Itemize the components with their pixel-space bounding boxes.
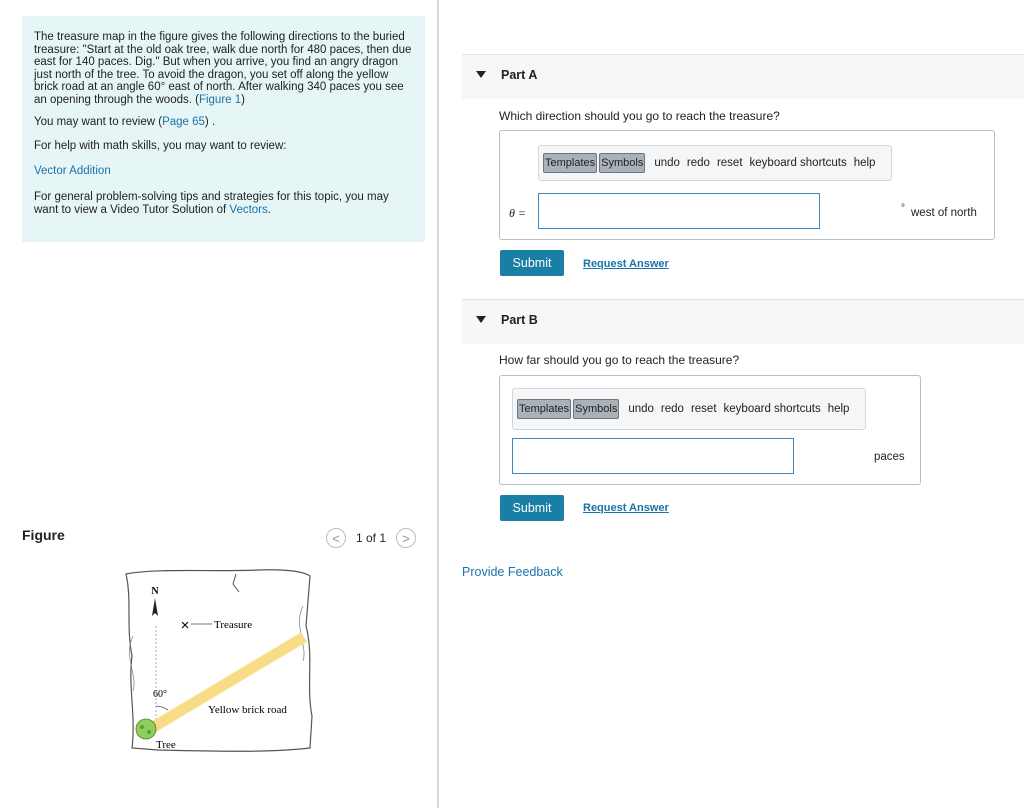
page-link[interactable]: Page 65 [162,115,205,128]
compass-n-label: N [151,586,159,597]
part-a-answer-editor [499,130,995,240]
keyboard-shortcuts-button[interactable] [724,403,821,415]
part-a-unit-label: west of north [911,207,977,219]
figure-pager [326,528,416,548]
left-panel [0,0,439,808]
redo-button[interactable] [687,157,710,169]
part-b-unit-label: paces [874,451,905,463]
tree-icon [136,719,156,739]
part-a-header[interactable] [462,54,1024,99]
reset-button[interactable] [717,157,743,169]
vectors-link[interactable]: Vectors [229,203,268,216]
provide-feedback-link[interactable]: Provide Feedback [462,565,563,579]
reset-label: reset [690,403,717,415]
keyboard-shortcuts-label: keyboard shortcuts [723,403,821,415]
help-button[interactable] [854,157,876,169]
redo-button[interactable] [661,403,684,415]
angle-label: 60° [153,689,167,700]
treasure-map-figure [118,566,322,756]
keyboard-shortcuts-label: keyboard shortcuts [749,157,847,169]
next-figure-button[interactable] [396,528,416,548]
part-a-math-toolbar [538,145,892,181]
templates-button[interactable]: Templates [543,153,597,173]
collapse-triangle-icon [476,316,486,323]
part-a-request-answer-link[interactable]: Request Answer [583,258,669,270]
problem-statement: The treasure map in the figure gives the following directions to the buried treasure: "Start at the old oak tree, walk due north for 480 paces, then due east for 140 paces. Dig." But when you arrive, you find an angry dragon just north of the tree. To avoid the dragon, you set off along the yellow brick road at an angle 60° east of north. After walking 340 paces you see an opening through the woods. (Figure 1) [34,31,412,106]
chevron-right-icon: > [402,530,410,546]
theta-answer-input[interactable] [538,193,820,229]
road-label: Yellow brick road [208,704,287,716]
part-a-submit-button[interactable]: Submit [500,250,564,276]
vector-addition-link[interactable]: Vector Addition [34,164,111,177]
chevron-left-icon: < [332,530,340,546]
help-label: help [827,403,850,415]
part-b-header[interactable] [462,299,1024,344]
figure-link[interactable]: Figure 1 [198,93,242,106]
undo-label: undo [654,157,680,169]
degree-symbol: ° [901,203,905,214]
reset-label: reset [716,157,743,169]
treasure-label: Treasure [214,619,253,631]
math-help-text: For help with math skills, you may want to review: [34,140,287,153]
symbols-button[interactable]: Symbols [573,399,619,419]
part-b-question: How far should you go to reach the treasure? [499,353,740,367]
problem-intro [22,16,425,242]
review-text: You may want to review (Page 65) . [34,115,216,128]
part-a-title: Part A [501,68,538,82]
figure-label: Figure [22,527,65,543]
tips-text: For general problem-solving tips and strategies for this topic, you may want to view a Video Tutor Solution of Vectors. [34,191,389,216]
undo-label: undo [628,403,654,415]
distance-answer-input[interactable] [512,438,794,474]
help-button[interactable] [828,403,850,415]
tree-label: Tree [156,739,176,751]
collapse-triangle-icon [476,71,486,78]
redo-label: redo [686,157,710,169]
redo-label: redo [660,403,684,415]
part-b-title: Part B [501,313,538,327]
pager-text: 1 of 1 [356,531,387,545]
part-b-request-answer-link[interactable]: Request Answer [583,502,669,514]
keyboard-shortcuts-button[interactable] [750,157,847,169]
help-label: help [853,157,876,169]
prev-figure-button[interactable] [326,528,346,548]
theta-label: θ = [509,206,526,220]
part-b-submit-button[interactable]: Submit [500,495,564,521]
reset-button[interactable] [691,403,717,415]
part-b-math-toolbar [512,388,866,430]
undo-button[interactable] [628,403,654,415]
treasure-mark-icon: × [180,617,190,634]
part-a-question: Which direction should you go to reach the treasure? [499,109,780,123]
part-b-answer-editor [499,375,921,485]
undo-button[interactable] [654,157,680,169]
symbols-button[interactable]: Symbols [599,153,645,173]
templates-button[interactable]: Templates [517,399,571,419]
